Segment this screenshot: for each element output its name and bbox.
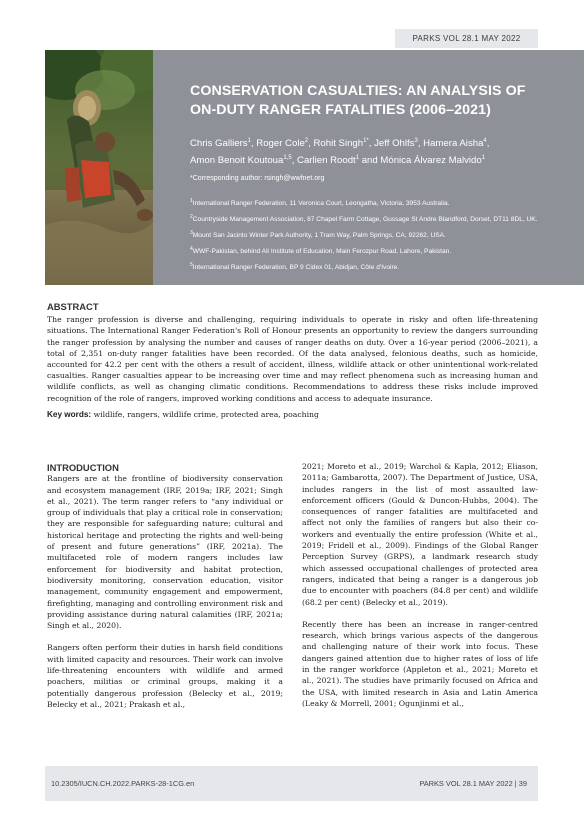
abstract-heading: ABSTRACT [47, 301, 99, 312]
author-affiliation-mark: 2 [304, 138, 309, 144]
affiliation-item [190, 227, 550, 243]
author: Carlien Roodt [297, 155, 356, 167]
ranger-photo [45, 50, 153, 285]
author: Rohit Singh [313, 138, 364, 150]
keywords [47, 409, 538, 420]
body-paragraph: 2021; Moreto et al., 2019; Warchol & Kapla, 2012; Eliason, 2011a; Gambarotta, 2007). The Department of Justice, USA, includes rangers in the list of most assaulted law-enforcement officers (Gould & Duncon-Hubbs, 2004). The consequences of ranger fatalities are multifaceted and affect not only the families of rangers but also their co-workers and eventually the entire profession (White et al., 2019; Fridell et al., 2009). Findings of the Global Ranger Perception Survey (GRPS), a landmark research study which assessed occupational challenges of protected area rangers, indicated that being a ranger is a dangerous job due to encounter with poachers (84.8 per cent) and wildlife (68.2 per cent) (Belecky et al., 2019). [302, 462, 538, 607]
author: Roger Cole [256, 138, 305, 150]
author: Jeff Ohlfs [374, 138, 415, 150]
affiliation-text: Mount San Jacinto Winter Park Authority, 1 Tram Way, Palm Springs, CA, 92262, USA. [192, 232, 446, 240]
affiliation-text: International Ranger Federation, BP 9 Cidex 01, Abidjan, Côte d'Ivoire. [192, 263, 400, 271]
affiliation-number: 4 [190, 245, 193, 252]
author-affiliation-mark: 1 [481, 155, 486, 162]
author: Amon Benoit Koutoua [190, 155, 284, 167]
affiliation-text: International Ranger Federation, 11 Veronica Court, Leongatha, Victoria, 3953 Australia. [192, 200, 450, 208]
affiliation-text: WWF-Pakistan, behind Ali Institute of Education, Main Ferozpur Road, Lahore, Pakistan. [192, 247, 452, 255]
introduction-heading: INTRODUCTION [47, 462, 119, 473]
body-paragraph: Rangers are at the frontline of biodiversity conservation and ecosystem management (IRF, 2019a; IRF, 2021; Singh et al., 2021). The term ranger refers to “any individual or group of individuals that play a critical role in conservation; they are responsible for safeguarding nature; cultural and historical heritage and protecting the rights and well-being of present and future generations” (IRF, 2021a). The multifaceted role of modern rangers includes law enforcement for biodiversity and habitat protection, biodiversity monitoring, conservation education, visitor management, community engagement and empowerment, firefighting, managing and controlling environment risk and providing assistance during natural calamities (IRF, 2021a; Singh et al., 2020). [47, 474, 283, 631]
journal-header-tag: PARKS VOL 28.1 MAY 2022 [395, 29, 538, 48]
author-affiliation-mark: 1 [355, 155, 360, 162]
body-paragraph: Rangers often perform their duties in harsh field conditions with limited capacity and resources. Their work can involve life-threatening encounters with wildlife and armed poachers, militias or criminal groups, making it a potentially dangerous profession (Belecky et al., 2019; Belecky et al., 2021; Prakash et al., [47, 643, 283, 709]
affiliation-list [190, 195, 550, 274]
author: Hamera Aisha [423, 138, 484, 150]
keywords-text: wildlife, rangers, wildlife crime, protected area, poaching [93, 409, 319, 419]
affiliation-item [190, 211, 550, 227]
affiliation-number: 5 [190, 261, 193, 268]
abstract-text: The ranger profession is diverse and challenging, requiring individuals to operate in risky and often life-threatening situations. The International Ranger Federation's Roll of Honour presents an opportunity to review the dangers surrounding the ranger profession by analysing the number and causes of ranger deaths on duty. Over a 16-year period (2006–2021), a total of 2,351 on-duty ranger fatalities have been recorded. Of the data analysed, felonious deaths, such as homicide, accounted for 42.2 per cent with the others a result of accident, illness, wildlife attack or other unintentional work-related casualties. Ranger casualties appear to be increasing over time and may reflect phenomena such as increasing human and wildlife conflicts, as well as changing climatic conditions. Recommendations to address these risks include improved recognition of the role of rangers, improved working conditions and access to adequate insurance. [47, 315, 538, 403]
body-column-left [47, 462, 283, 721]
article-header [190, 82, 550, 274]
journal-page-number: PARKS VOL 28.1 MAY 2022 | 39 [419, 779, 527, 788]
author: Mónica Álvarez Malvido [380, 155, 482, 167]
author-affiliation-mark: 1 [247, 138, 251, 144]
doi-link[interactable]: 10.2305/IUCN.CH.2022.PARKS-28-1CG.en [51, 779, 195, 788]
corresponding-author: *Corresponding author: rsingh@wwfnet.org [190, 175, 325, 183]
author-affiliation-mark: 1,5 [283, 155, 292, 162]
body-column-right [302, 461, 538, 720]
affiliation-text: Countryside Management Association, 87 Chapel Farm Cottage, Gussage St Andre Blandford, Dorset, DT11 8DL, UK. [192, 216, 538, 224]
affiliation-item [190, 195, 550, 211]
affiliation-item [190, 259, 550, 275]
page-footer [45, 766, 538, 801]
affiliation-number: 1 [190, 198, 193, 205]
author-affiliation-mark: 3 [414, 138, 418, 144]
affiliation-number: 3 [190, 229, 193, 236]
article-title: CONSERVATION CASUALTIES: AN ANALYSIS OF ON-DUTY RANGER FATALITIES (2006–2021) [190, 83, 526, 118]
affiliation-item [190, 243, 550, 259]
body-paragraph: Recently there has been an increase in ranger-centred research, which brings various aspects of the dangerous and challenging nature of their work into focus. These dangers gained attention due to higher rates of loss of life in the ranger workforce (Appleton et al., 2021; Moreto et al., 2021). The studies have primarily focused on Africa and the USA, with limited research in Asia and Latin America (Leaky & Morrell, 2001; Ogunjinmi et al., [302, 619, 538, 708]
author-affiliation-mark: 4 [483, 138, 487, 144]
author-list: Chris Galliers$^1$, Roger Cole$^2$, Rohit Singh$^{1*}$, Jeff Ohlfs$^3$, Hamera Aisha$^4$, Amon Benoit Koutoua$^{1,5}$, Carlien Roodt$^1$ and Mónica Álvarez Malvido$^1$ [190, 138, 490, 167]
affiliation-number: 2 [190, 214, 193, 221]
abstract-section [47, 301, 538, 420]
keywords-label: Key words: [47, 409, 92, 419]
author: Chris Galliers [190, 138, 248, 150]
author-affiliation-mark: 1* [363, 138, 369, 144]
